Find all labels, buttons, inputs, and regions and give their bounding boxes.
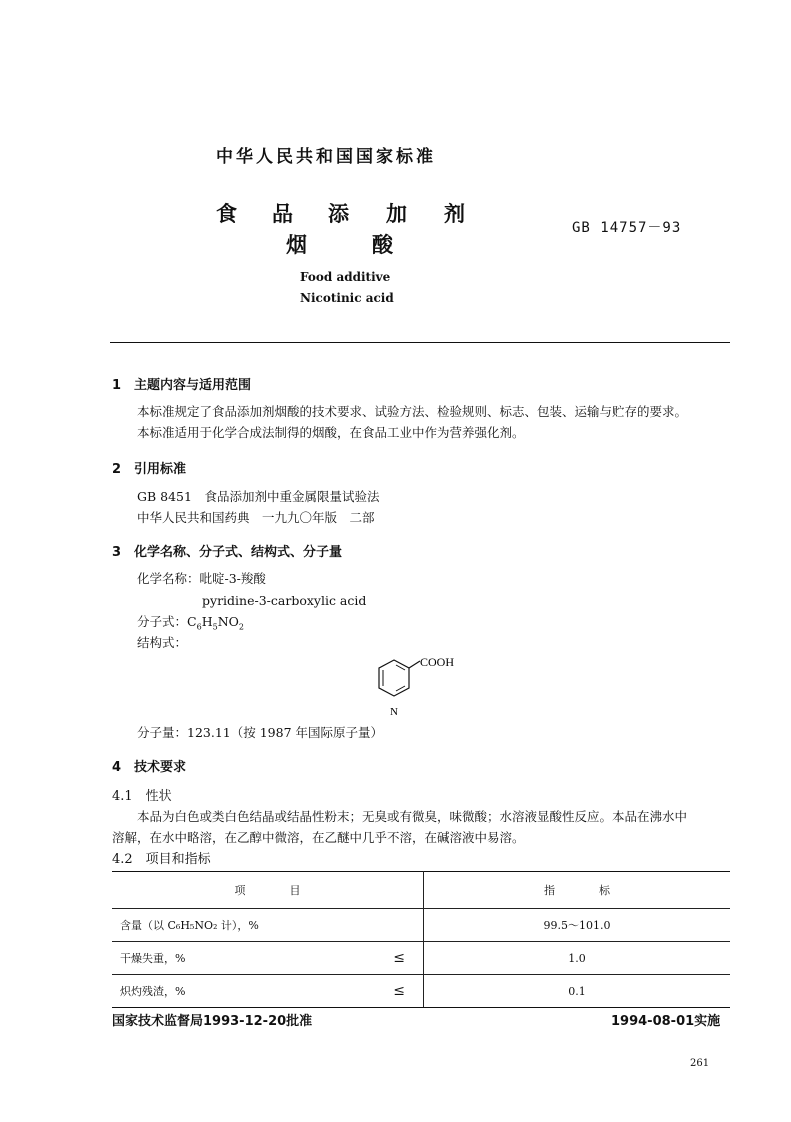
properties-line-1: 本品为白色或类白色结晶或结晶性粉末；无臭或有微臭，味微酸；水溶液显酸性反应。本品在沸水中	[137, 809, 688, 824]
title-char: 添	[328, 202, 349, 226]
subsection-4-1-heading: 4.1 性状	[112, 789, 172, 804]
table-cell-value: 1.0	[424, 942, 731, 975]
column-header-value: 指 标	[424, 872, 731, 909]
title-char: 剂	[444, 202, 465, 226]
effective-date: 1994-08-01实施	[611, 1014, 721, 1029]
cooh-label: COOH	[420, 655, 455, 669]
section-2-heading: 2 引用标准	[112, 462, 187, 477]
section-1-heading: 1 主题内容与适用范围	[112, 378, 252, 393]
comparison-operator: ≤	[393, 983, 405, 999]
molecular-weight: 分子量：123.11（按 1987 年国际原子量）	[137, 725, 383, 740]
table-cell-item	[112, 909, 424, 942]
title-char: 品	[272, 202, 293, 226]
section-3-heading: 3 化学名称、分子式、结构式、分子量	[112, 545, 343, 560]
item-label: 炽灼残渣，%	[120, 985, 186, 998]
national-standard-heading: 中华人民共和国国家标准	[216, 147, 436, 167]
properties-line-2: 溶解，在水中略溶，在乙醇中微溶，在乙醚中几乎不溶，在碱溶液中易溶。	[112, 830, 525, 845]
table-cell-value: 99.5～101.0	[424, 909, 731, 942]
formula-value: $C_6H_5NO_2$	[187, 614, 244, 632]
comparison-operator: ≤	[393, 950, 405, 966]
table-row	[112, 909, 730, 942]
approval-statement: 国家技术监督局1993-12-20批准	[112, 1014, 313, 1029]
table-header-row	[112, 872, 730, 909]
carboxyl-bond	[409, 661, 420, 668]
english-title-1: Food additive	[300, 270, 391, 284]
standard-number: GB 14757－93	[572, 220, 682, 236]
title-char: 食	[216, 202, 237, 226]
structure-label: 结构式：	[137, 635, 188, 650]
specification-table	[112, 871, 730, 1008]
section-1-paragraph-1: 本标准规定了食品添加剂烟酸的技术要求、试验方法、检验规则、标志、包装、运输与贮存的要求。	[137, 404, 688, 419]
subsection-4-2-heading: 4.2 项目和指标	[112, 852, 211, 867]
column-header-item: 项 目	[112, 872, 424, 909]
reference-2: 中华人民共和国药典 一九九〇年版 二部	[137, 510, 375, 525]
title-char: 加	[386, 202, 407, 226]
title-char: 酸	[372, 233, 393, 257]
section-4-heading: 4 技术要求	[112, 760, 187, 775]
title-char: 烟	[286, 233, 307, 257]
chemical-name: 化学名称：吡啶-3-羧酸	[137, 571, 266, 586]
table-cell-value: 0.1	[424, 975, 731, 1008]
ring-nitrogen-label: N	[390, 706, 398, 718]
structural-formula-diagram	[376, 650, 476, 720]
chemical-name-english: pyridine-3-carboxylic acid	[202, 593, 367, 608]
page-number: 261	[690, 1058, 710, 1069]
formula-label: 分子式：	[137, 614, 188, 629]
item-label: 干燥失重，%	[120, 952, 186, 965]
table-row	[112, 942, 730, 975]
english-title-2: Nicotinic acid	[300, 291, 394, 305]
table-cell-item	[112, 942, 424, 975]
header-rule	[110, 342, 730, 343]
reference-1: GB 8451 食品添加剂中重金属限量试验法	[137, 489, 380, 504]
table-row	[112, 975, 730, 1008]
item-label: 含量（以 C₆H₅NO₂ 计），%	[120, 919, 259, 932]
table-cell-item	[112, 975, 424, 1008]
section-1-paragraph-2: 本标准适用于化学合成法制得的烟酸，在食品工业中作为营养强化剂。	[137, 425, 525, 440]
